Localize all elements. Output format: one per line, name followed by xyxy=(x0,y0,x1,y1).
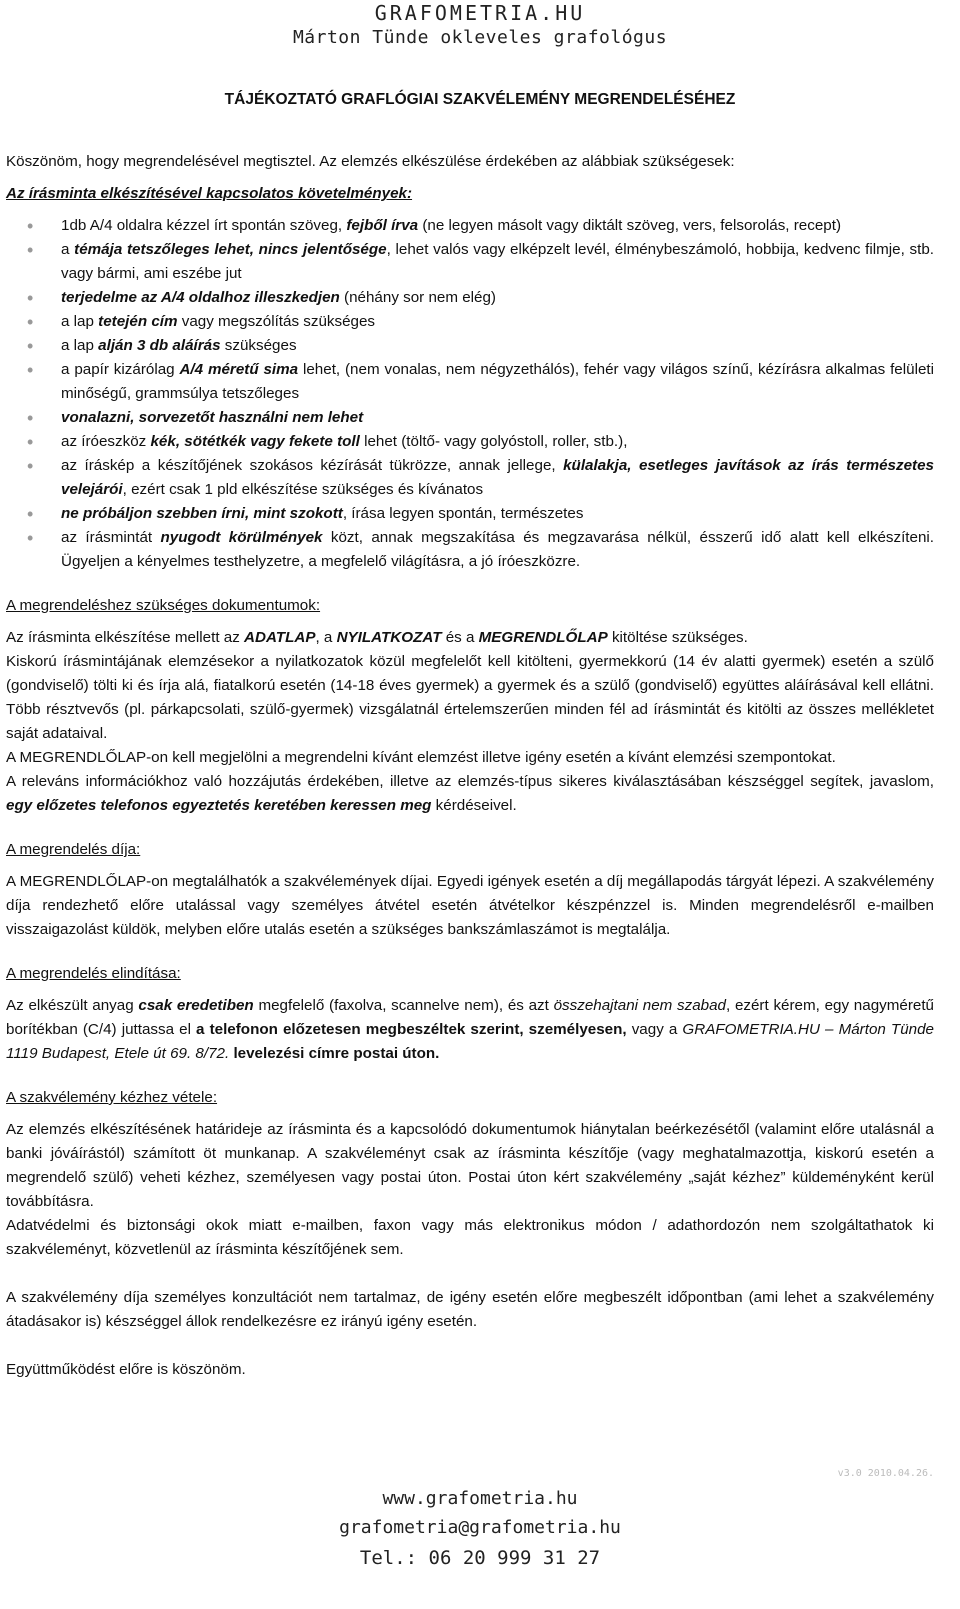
list-item: • a lap alján 3 db aláírás szükséges xyxy=(27,336,297,356)
bullet-icon: • xyxy=(27,528,34,548)
section-heading-receive: A szakvélemény kézhez vétele: xyxy=(6,1089,218,1106)
list-item: • a papír kizárólag A/4 méretű sima lehet, (nem vonalas, nem négyzethálós), fehér vagy világos színű, kézírásra alkalmas felületi minőségű, grammsúlya tetszőleges xyxy=(27,360,934,402)
bullet-icon: • xyxy=(27,312,34,332)
document-body xyxy=(6,150,934,1382)
list-item: • vonalazni, sorvezetőt használni nem lehet xyxy=(27,408,364,428)
section-heading-documents: A megrendeléshez szükséges dokumentumok: xyxy=(6,597,321,614)
documents-paragraph-1: Az írásminta elkészítése mellett az ADATLAP, a NYILATKOZAT és a MEGRENDLŐLAP kitöltése szükséges. xyxy=(6,629,748,646)
brand-subtitle: Márton Tünde okleveles grafológus xyxy=(292,27,668,48)
bullet-icon: • xyxy=(27,288,34,308)
list-item: • az írásmintát nyugodt körülmények közt, annak megszakítása és megzavarása nélkül, ésszerű idő alatt kell elkészíteni. Ügyeljen a kényelmes testhelyzetre, a megfelelő világításra, a jó íróeszközre. xyxy=(27,528,935,570)
documents-paragraph-2: Kiskorú írásmintájának elemzésekor a nyilatkozatok közül megfelelőt kell kitölteni, gyermekkorú (14 év alatti gyermek) esetén a szülő (gondviselő) tölti ki és írja alá, fiatalkorú esetén (14-18 éves gyermek) a gyermek és a szülő (gondviselő) együttes aláírásával kell ellátni. Több résztvevős (pl. párkapcsolati, szülő-gyermek) vizsgálatnál értelemszerűen minden fél ad írásmintát és kitölti az összes mellékletet saját adataival. xyxy=(6,653,934,742)
bullet-icon: • xyxy=(27,240,34,260)
closing-text: Együttműködést előre is köszönöm. xyxy=(6,1361,246,1378)
list-item: • a témája tetszőleges lehet, nincs jelentősége, lehet valós vagy elképzelt levél, élménybeszámoló, hobbija, kedvenc filmje, stb. vagy bármi, ami eszébe jut xyxy=(27,240,934,282)
footer-website: www.grafometria.hu xyxy=(382,1488,578,1509)
list-item: • a lap tetején cím vagy megszólítás szükséges xyxy=(27,312,376,332)
bullet-icon: • xyxy=(27,456,34,476)
requirements-heading: Az írásminta elkészítésével kapcsolatos követelmények: xyxy=(6,185,413,202)
receive-paragraph-3: A szakvélemény díja személyes konzultációt nem tartalmaz, de igény esetén előre megbeszélt időpontban (ami lehet a szakvélemény átadásakor is) készséggel állok rendelkezésre ez irányú igény esetén. xyxy=(6,1289,934,1330)
documents-paragraph-3: A MEGRENDLŐLAP-on kell megjelölni a megrendelni kívánt elemzést illetve igény esetén a kívánt elemzési szempontokat. xyxy=(6,749,836,766)
section-heading-start: A megrendelés elindítása: xyxy=(6,965,181,982)
receive-paragraph-2: Adatvédelmi és biztonsági okok miatt e-mailben, faxon vagy más elektronikus módon / adathordozón nem szolgáltathatok ki szakvéleményt, közvetlenül az írásminta készítőjének sem. xyxy=(6,1217,934,1258)
bullet-icon: • xyxy=(27,216,34,236)
version-stamp: v3.0 2010.04.26. xyxy=(837,1468,934,1479)
intro-text: Köszönöm, hogy megrendelésével megtisztel. Az elemzés elkészülése érdekében az alábbiak szükségesek: xyxy=(6,153,735,170)
receive-paragraph-1: Az elemzés elkészítésének határideje az írásminta és a kapcsolódó dokumentumok hiánytalan beérkezésétől (valamint előre utalásnál a banki jóváírástól) számított öt munkanap. A szakvéleményt csak az írásminta készítője (vagy meghatalmazottja, kiskorú esetén a megrendelő szülő) veheti kézhez, személyesen vagy postai úton. Postai úton kért szakvélemény „saját kézhez” küldeményként kerül továbbításra. xyxy=(6,1121,934,1210)
footer-email: grafometria@grafometria.hu xyxy=(339,1517,621,1538)
documents-paragraph-4: A releváns információkhoz való hozzájutás érdekében, illetve az elemzés-típus sikeres kiválasztásában készséggel segítek, javaslom, egy előzetes telefonos egyeztetés keretében keressen meg kérdéseivel. xyxy=(6,773,934,814)
requirements-list xyxy=(6,214,934,574)
section-heading-fee: A megrendelés díja: xyxy=(6,841,141,858)
list-item: • az íráskép a készítőjének szokásos kézírását tükrözze, annak jellege, külalakja, esetleges javítások az írás természetes velejárói, ezért csak 1 pld elkészítése szükséges és kívánatos xyxy=(27,456,934,498)
bullet-icon: • xyxy=(27,432,34,452)
list-item: • az íróeszköz kék, sötétkék vagy fekete toll lehet (töltő- vagy golyóstoll, roller, stb.), xyxy=(27,432,628,452)
document-title: TÁJÉKOZTATÓ GRAFLÓGIAI SZAKVÉLEMÉNY MEGRENDELÉSÉHEZ xyxy=(224,91,736,108)
bullet-icon: • xyxy=(27,408,34,428)
bullet-icon: • xyxy=(27,336,34,356)
bullet-icon: • xyxy=(27,360,34,380)
list-item: • 1db A/4 oldalra kézzel írt spontán szöveg, fejből írva (ne legyen másolt vagy diktált szöveg, vers, felsorolás, recept) xyxy=(27,216,842,236)
letterhead xyxy=(0,0,960,50)
list-item: • terjedelme az A/4 oldalhoz illeszkedjen (néhány sor nem elég) xyxy=(27,288,496,308)
brand-name: GRAFOMETRIA.HU xyxy=(374,1,586,25)
list-item: • ne próbáljon szebben írni, mint szokott, írása legyen spontán, természetes xyxy=(27,504,584,524)
bullet-icon: • xyxy=(27,504,34,524)
start-paragraph: Az elkészült anyag csak eredetiben megfelelő (faxolva, scannelve nem), és azt összehajtani nem szabad, ezért kérem, egy nagyméretű borítékban (C/4) juttassa el a telefonon előzetesen megbeszéltek szerint, személyesen, vagy a GRAFOMETRIA.HU – Márton Tünde 1119 Budapest, Etele út 69. 8/72. levelezési címre postai úton. xyxy=(6,997,935,1062)
footer-phone: Tel.: 06 20 999 31 27 xyxy=(359,1547,601,1569)
fee-paragraph: A MEGRENDLŐLAP-on megtalálhatók a szakvélemények díjai. Egyedi igények esetén a díj megállapodás tárgyát lépezi. A szakvélemény díja rendezhető előre utalással vagy személyes átvétel esetén átvételkor készpénzzel is. Minden megrendelésről e-mailben visszaigazolást küldök, melyben előre utalás esetén a szükséges bankszámlaszámot is megtalálja. xyxy=(6,873,934,938)
